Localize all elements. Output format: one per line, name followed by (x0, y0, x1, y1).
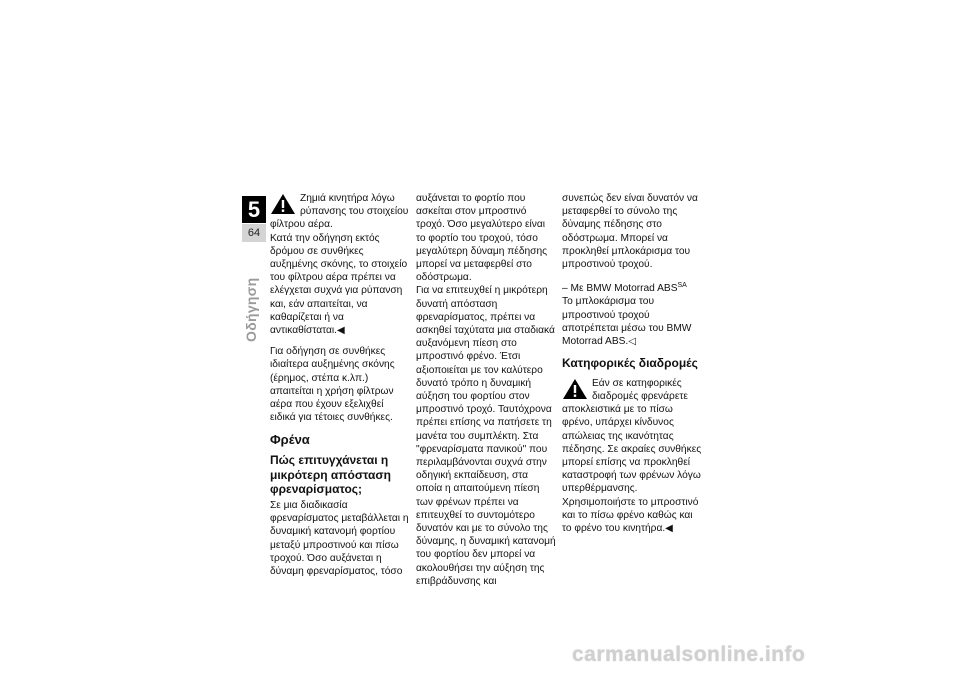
chapter-number: 5 (242, 196, 266, 223)
abs-superscript: SA (677, 282, 687, 290)
paragraph: Για οδήγηση σε συνθήκες ιδιαίτερα αυξημένης σκόνης (έρημος, στέπα κ.λπ.) απαιτείται η χρήση φίλτρων αέρα που έχουν εξελιχθεί ειδικά για τέτοιες συνθήκες. (270, 346, 395, 424)
warning-icon (270, 193, 296, 215)
paragraph: αυξάνεται το φορτίο που ασκείται στον μπροστινό τροχό. Όσο μεγαλύτερο είναι το φορτίο του τροχού, τόσο μεγαλύτερη δύναμη πέδησης μπορεί να μεταφερθεί στο οδόστρωμα. (416, 193, 548, 284)
abs-line (562, 279, 702, 295)
warning-text: Εάν σε κατηφορικές διαδρομές φρενάρετε αποκλειστικά με το πίσω φρένο, υπάρχει κίνδυνος απώλειας της ικανότητας πέδησης. Σε ακραίες συνθήκες μπορεί επίσης να προκληθεί καταστροφή των φρένων λόγω υπερθέρμανσης. (562, 377, 702, 495)
paragraph: Σε μια διαδικασία φρεναρίσματος μεταβάλλεται η δυναμική κατανομή φορτίου μεταξύ μπροστινού και πίσω τροχού. Όσο αυξάνεται η δύναμη φρεναρίσματος, τόσο (270, 499, 409, 577)
warning-body: Κατά την οδήγηση εκτός δρόμου σε συνθήκες αυξημένης σκόνης, το στοιχείο του φίλτρου αέρα πρέπει να ελέγχεται συχνά για ρύπανση και, εάν απαιτείται, να καθαρίζεται ή να αντικαθίσταται.◀ (270, 232, 408, 337)
abs-label: – Με BMW Motorrad ABS (562, 283, 678, 295)
section-title-vertical: Οδήγηση (243, 277, 259, 342)
warning-body: Χρησιμοποιήστε το μπροστινό και το πίσω φρένο καθώς και το φρένο του κινητήρα.◀ (562, 496, 699, 534)
warning-icon (562, 378, 588, 400)
warning-block (270, 192, 410, 232)
paragraph: Για να επιτευχθεί η μικρότερη δυνατή απόσταση φρεναρίσματος, πρέπει να ασκηθεί ταχύτατα μια σταδιακά αυξανόμενη πίεση στο μπροστινό φρένο. Έτσι αξιοποιείται με τον καλύτερο δυνατό τρόπο η δυναμική αύξηση του φορτίου στον μπροστινό τροχό. Ταυτόχρονα πρέπει επίσης να πατήσετε τη μανέτα του συμπλέκτη. Στα "φρεναρίσματα πανικού" που περιλαμβάνονται συχνά στην οδηγική εκπαίδευση, στα οποία η απαιτούμενη πίεση των φρένων πρέπει να επιτευχθεί το συντομότερο δυνατόν και με το σύνολο της δύναμης, η δυναμική κατανομή του φορτίου δεν μπορεί να ακολουθήσει την αύξηση της επιβράδυνσης και (416, 285, 556, 587)
column-2 (416, 192, 556, 588)
warning-block (562, 377, 702, 496)
chapter-tab (242, 196, 266, 242)
section-heading: Φρένα (270, 432, 310, 448)
warning-text: Ζημιά κινητήρα λόγω ρύπανσης του στοιχείου φίλτρου αέρα. (270, 193, 409, 231)
abs-body: Το μπλοκάρισμα του μπροστινού τροχού αποτρέπεται μέσω του BMW Motorrad ABS.◁ (562, 296, 692, 348)
page-number: 64 (242, 224, 266, 242)
paragraph: συνεπώς δεν είναι δυνατόν να μεταφερθεί το σύνολο της δύναμης πέδησης στο οδόστρωμα. Μπορεί να προκληθεί μπλοκάρισμα του μπροστινού τροχού. (562, 193, 698, 271)
watermark: carmanualsonline.info (572, 643, 806, 666)
column-3 (562, 192, 702, 535)
column-1 (270, 192, 410, 578)
subsection-heading: Πώς επιτυγχάνεται η μικρότερη απόσταση φρεναρίσματος; (270, 453, 391, 497)
subsection-heading: Κατηφορικές διαδρομές (562, 356, 698, 371)
